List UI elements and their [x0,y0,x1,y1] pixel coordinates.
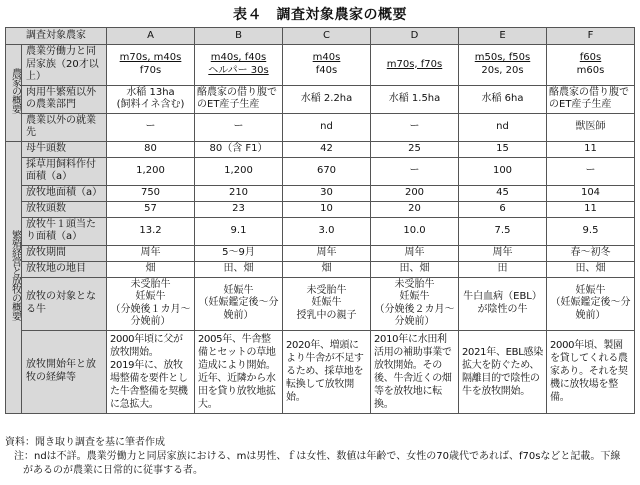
group-breeding: 繁殖経営と放牧の概要 [6,141,22,413]
table-cell: 9.1 [195,217,283,245]
note-line-1: 注：ndは不詳。農業労働力と同居家族における、mは男性、ｆは女性、数値は年齢で、女性の70歳代であれば、f70sなどと記載。下線 [14,451,621,462]
header-farm-e: E [459,28,547,45]
row-period [6,245,635,261]
table-cell: 5〜9月 [195,245,283,261]
row-outside-job [6,113,635,141]
table-cell: 7.5 [459,217,547,245]
row-label: 肉用牛繁殖以外の農業部門 [22,85,107,113]
table-cell: 2005年、牛舎整備とセットの草地造成により開始。近年、近隣から水田を貸り放牧地拡大。 [195,330,283,413]
group-farm-overview: 農家の概要 [6,45,22,142]
labor-line-2: m60s [576,64,605,76]
table-cell: 670 [283,157,371,185]
table-cell: 2021年、EBL感染拡大を防ぐため、隔離目的で陰性の牛を放牧開始。 [459,330,547,413]
row-label: 放牧の対象となる牛 [22,277,107,330]
table-cell: 80 [107,141,195,157]
row-other-dept [6,85,635,113]
table-cell: 3.0 [283,217,371,245]
table-cell: 42 [283,141,371,157]
row-label: 母牛頭数 [22,141,107,157]
table-cell: 2010年に水田利活用の補助事業で放牧開始。その後、牛舎近くの畑等を放牧地に転換。 [371,330,459,413]
row-label: 放牧期間 [22,245,107,261]
table-cell: 200 [371,185,459,201]
labor-line-1: m70s, m40s [119,52,182,64]
table-cell: 未受胎牛 妊娠牛 （分娩後２カ月〜分娩前） [371,277,459,330]
row-label: 放牧地面積（a） [22,185,107,201]
table-cell: ー [195,113,283,141]
row-label: 放牧牛１頭当たり面積（a） [22,217,107,245]
header-row [6,28,635,45]
table-cell: 水稲 2.2ha [283,85,371,113]
table-cell: ー [371,157,459,185]
table-cell: 80（含 F1） [195,141,283,157]
table-cell: 100 [459,157,547,185]
table-cell: 1,200 [195,157,283,185]
row-grazing-heads [6,201,635,217]
row-area-per-head [6,217,635,245]
row-land-type [6,261,635,277]
table-cell: 2000年頃、製園を貸してくれる農家あり。それを契機に放牧場を整備。 [547,330,635,413]
labor-line-2: f40s [315,64,338,76]
row-label: 放牧頭数 [22,201,107,217]
table-cell: 750 [107,185,195,201]
table-cell: 2020年、増頭により牛舎が不足するため、採草地を転換して放牧開始。 [283,330,371,413]
table-cell: 畑 [283,261,371,277]
table-cell: 酪農家の借り腹でのET産子生産 [195,85,283,113]
table-cell: 田 [459,261,547,277]
header-farm-a: A [107,28,195,45]
table-cell: 25 [371,141,459,157]
table-title: 表４ 調査対象農家の概要 [233,7,407,23]
table-cell: 15 [459,141,547,157]
row-target-cows [6,277,635,330]
table-cell: ー [107,113,195,141]
table-cell: 13.2 [107,217,195,245]
table-cell: 水稲 13ha (飼料イネ含む) [107,85,195,113]
table-cell: 10.0 [371,217,459,245]
table-cell: 23 [195,201,283,217]
labor-line-1: m40s [312,52,341,64]
table-cell: 未受胎牛 妊娠牛 （分娩後１カ月〜分娩前） [107,277,195,330]
table-cell: 畑 [107,261,195,277]
table-cell: 獣医師 [547,113,635,141]
table-cell: 10 [283,201,371,217]
table-cell: 1,200 [107,157,195,185]
row-mother-cows [6,141,635,157]
labor-cell [195,45,283,86]
table-cell: 9.5 [547,217,635,245]
table-cell: 20 [371,201,459,217]
table-cell: 周年 [459,245,547,261]
table-cell: nd [459,113,547,141]
row-label: 農業労働力と同居家族（20才以上） [22,45,107,86]
table-cell: 6 [459,201,547,217]
table-cell: 11 [547,201,635,217]
labor-line-2: f70s [139,64,162,76]
row-label: 採草用飼料作付面積（a） [22,157,107,185]
header-farm-c: C [283,28,371,45]
table-cell: 57 [107,201,195,217]
table-cell: 周年 [371,245,459,261]
row-forage-area [6,157,635,185]
labor-line-2: 20s, 20s [481,64,524,76]
table-cell: 210 [195,185,283,201]
table-cell: 水稲 6ha [459,85,547,113]
table-cell: nd [283,113,371,141]
labor-cell [547,45,635,86]
table-cell: 田、畑 [371,261,459,277]
labor-line-1: m50s, f50s [474,52,531,64]
labor-line-1: m70s, f70s [386,58,443,70]
row-history [6,330,635,413]
source-note: 資料：聞き取り調査を基に筆者作成 [5,437,165,448]
labor-line-1: m40s, f40s [210,52,267,64]
footnotes [5,436,635,478]
table-cell: 2000年頃に父が放牧開始。 2019年に、放牧場整備を要件とした牛舎整備を契機に急拡大。 [107,330,195,413]
table-cell: 30 [283,185,371,201]
table-cell: 田、畑 [547,261,635,277]
row-label: 農業以外の就業先 [22,113,107,141]
row-label: 放牧開始年と放牧の経緯等 [22,330,107,413]
table-cell: 春〜初冬 [547,245,635,261]
table-cell: 未受胎牛 妊娠牛 授乳中の親子 [283,277,371,330]
table-cell: 酪農家の借り腹でのET産子生産 [547,85,635,113]
row-grazing-area [6,185,635,201]
labor-cell [371,45,459,86]
row-labor [6,45,635,86]
table-cell: 104 [547,185,635,201]
header-farm-d: D [371,28,459,45]
table-cell: 田、畑 [195,261,283,277]
table-cell: ー [371,113,459,141]
header-farm-b: B [195,28,283,45]
table-cell: 45 [459,185,547,201]
row-label: 放牧地の地目 [22,261,107,277]
table-cell: 水稲 1.5ha [371,85,459,113]
note-line-2: があるのが農業に日常的に従事する者。 [23,465,203,476]
table-cell: ー [547,157,635,185]
table-cell: 周年 [283,245,371,261]
labor-cell [459,45,547,86]
table-cell: 11 [547,141,635,157]
table-cell: 妊娠牛 （妊娠鑑定後〜分娩前） [195,277,283,330]
table-cell: 妊娠牛 （妊娠鑑定後〜分娩前） [547,277,635,330]
survey-table [5,27,635,414]
table-cell: 周年 [107,245,195,261]
header-farm-f: F [547,28,635,45]
table-cell: 牛白血病（EBL）が陰性の牛 [459,277,547,330]
labor-cell [107,45,195,86]
labor-line-2: ヘルパー 30s [208,64,269,76]
header-label: 調査対象農家 [6,28,107,45]
labor-line-1: f60s [579,52,602,64]
labor-cell [283,45,371,86]
